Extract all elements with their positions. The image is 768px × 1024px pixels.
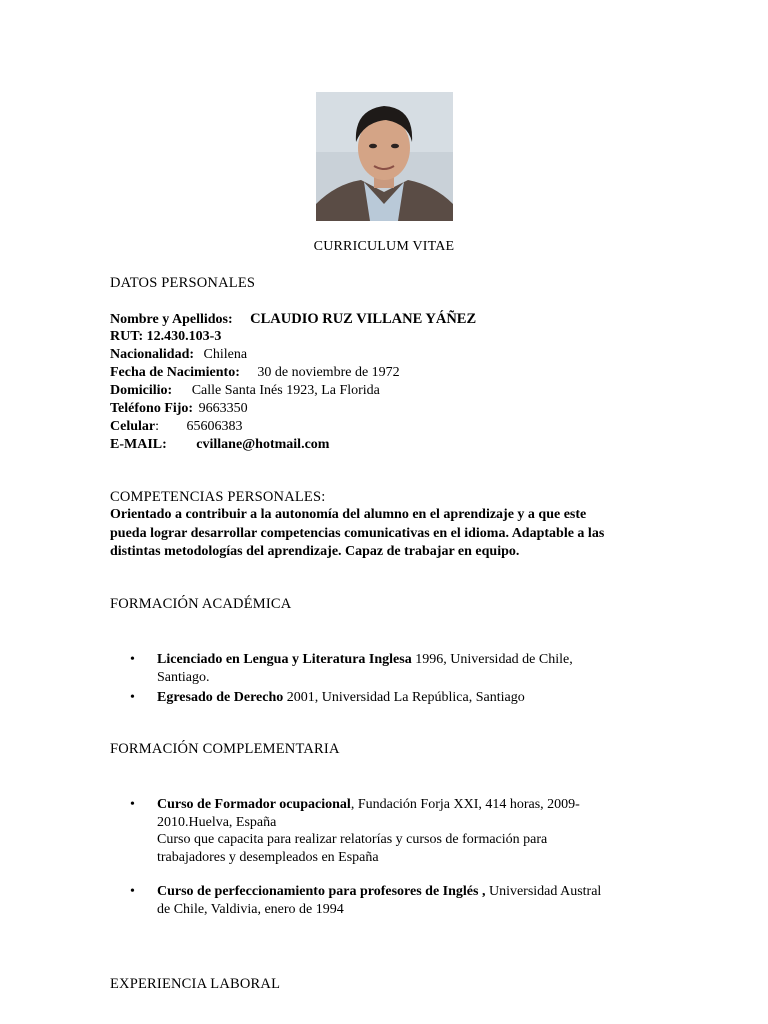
course-description-2: trabajadores y desempleados en España — [157, 849, 379, 865]
mobile-label: Celular — [110, 419, 156, 434]
bullet-icon: • — [130, 690, 135, 705]
nationality-row — [110, 346, 247, 364]
degree-detail: 1996, Universidad de Chile, — [411, 652, 573, 667]
phone-label: Teléfono Fijo: — [110, 401, 194, 416]
course-detail-2: de Chile, Valdivia, enero de 1994 — [157, 901, 344, 917]
bullet-icon: • — [130, 797, 135, 812]
rut-row: RUT: 12.430.103-3 — [110, 329, 222, 344]
email-row — [110, 436, 329, 454]
email-value[interactable]: cvillane@hotmail.com — [196, 437, 330, 452]
list-item — [130, 689, 660, 707]
document-title: CURRICULUM VITAE — [313, 239, 455, 254]
academic-heading: FORMACIÓN ACADÉMICA — [110, 596, 292, 612]
skills-line-3: distintas metodologías del aprendizaje. Capaz de trabajar en equipo. — [110, 544, 520, 559]
list-item — [130, 796, 660, 866]
course-title: Curso de Formador ocupacional — [157, 797, 351, 812]
degree-title: Egresado de Derecho — [157, 690, 284, 705]
name-value: CLAUDIO RUZ VILLANE YÁÑEZ — [250, 311, 477, 327]
nationality-label: Nacionalidad: — [110, 347, 195, 362]
address-row — [110, 382, 380, 400]
course-detail: Universidad Austral — [485, 884, 602, 899]
list-item — [130, 883, 660, 918]
complementary-heading: FORMACIÓN COMPLEMENTARIA — [110, 741, 340, 757]
degree-title: Licenciado en Lengua y Literatura Inglesa — [157, 652, 412, 667]
portrait-image — [316, 92, 453, 221]
mobile-row — [110, 418, 243, 436]
skills-paragraph — [110, 506, 670, 562]
birth-row — [110, 364, 400, 382]
name-label: Nombre y Apellidos: — [110, 312, 233, 327]
degree-detail: 2001, Universidad La República, Santiago — [283, 690, 525, 705]
list-item — [130, 651, 660, 686]
email-label: E-MAIL: — [110, 437, 167, 452]
skills-heading: COMPETENCIAS PERSONALES: — [110, 489, 326, 505]
course-detail-2: 2010.Huelva, España — [157, 814, 277, 830]
birth-value: 30 de noviembre de 1972 — [257, 365, 400, 380]
course-detail: , Fundación Forja XXI, 414 horas, 2009- — [350, 797, 580, 812]
experience-heading: EXPERIENCIA LABORAL — [110, 976, 281, 992]
name-row — [110, 310, 476, 328]
nationality-value: Chilena — [203, 347, 248, 362]
course-title: Curso de perfeccionamiento para profesores de Inglés , — [157, 884, 486, 899]
course-description-1: Curso que capacita para realizar relatorías y cursos de formación para — [157, 832, 548, 847]
academic-list — [130, 651, 660, 707]
personal-data-heading: DATOS PERSONALES — [110, 275, 256, 291]
skills-line-1: Orientado a contribuir a la autonomía del alumno en el aprendizaje y a que este — [110, 507, 587, 522]
degree-detail-2: Santiago. — [157, 669, 210, 685]
bullet-icon: • — [130, 652, 135, 667]
phone-value: 9663350 — [198, 401, 248, 416]
birth-label: Fecha de Nacimiento: — [110, 365, 240, 380]
bullet-icon: • — [130, 884, 135, 899]
mobile-colon: : — [155, 419, 159, 434]
complementary-list — [130, 796, 660, 918]
phone-row — [110, 400, 248, 418]
address-label: Domicilio: — [110, 383, 173, 398]
address-value: Calle Santa Inés 1923, La Florida — [191, 383, 380, 398]
profile-photo — [316, 92, 453, 221]
mobile-value: 65606383 — [186, 419, 243, 434]
skills-line-2: pueda lograr desarrollar competencias comunicativas en el idioma. Adaptable a las — [110, 525, 605, 541]
